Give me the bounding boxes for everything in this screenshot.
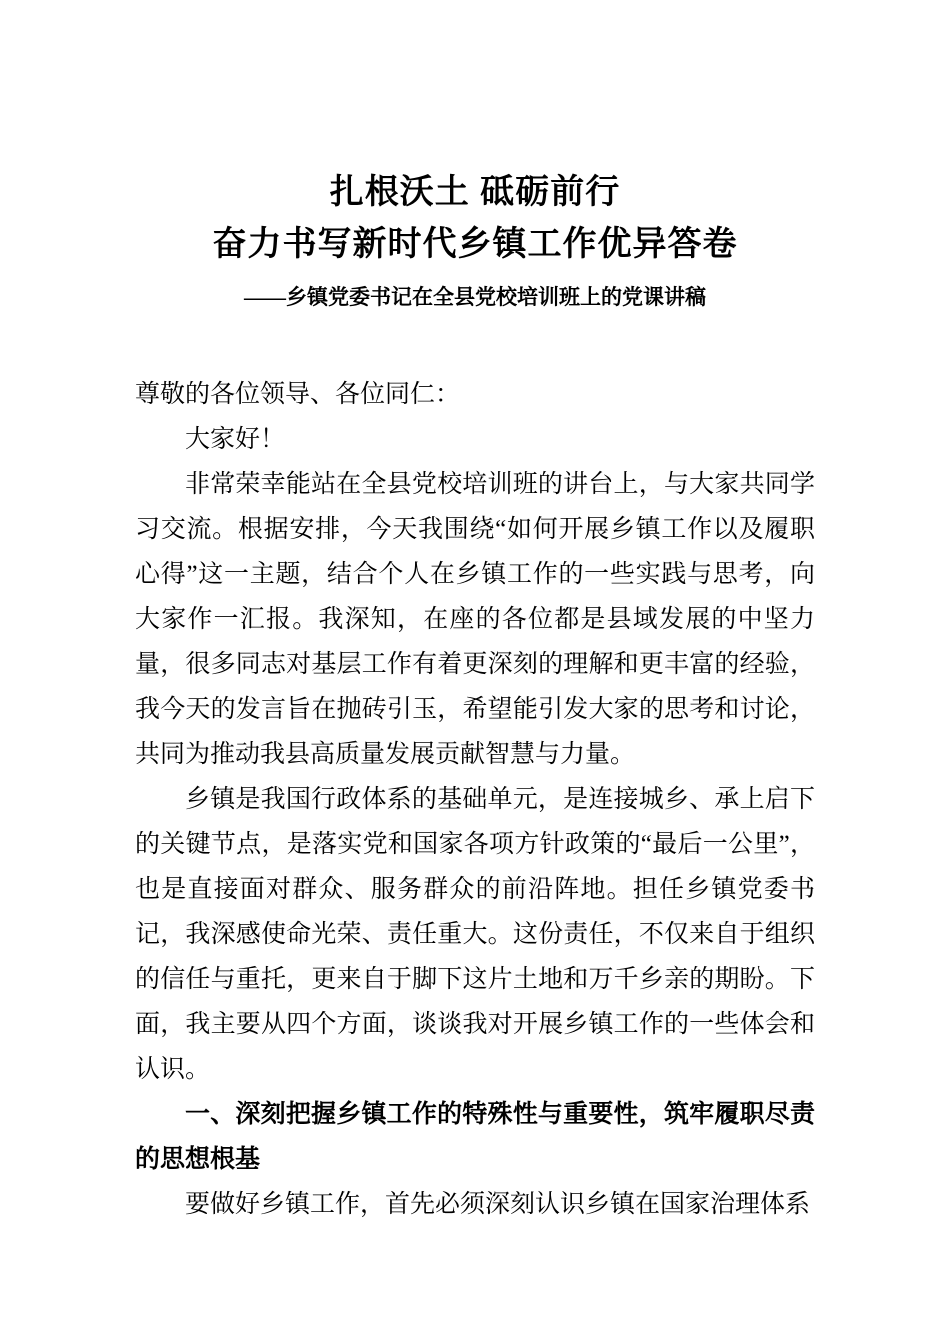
document-body <box>135 372 815 1227</box>
title-line-2: 奋力书写新时代乡镇工作优异答卷 <box>212 225 738 263</box>
paragraph-section1-opening: 要做好乡镇工作，首先必须深刻认识乡镇在国家治理体系 <box>185 1191 811 1218</box>
paragraph-township-role: 乡镇是我国行政体系的基础单元，是连接城乡、承上启下的关键节点，是落实党和国家各项方针政策的“最后一公里”，也是直接面对群众、服务群众的前沿阵地。担任乡镇党委书记，我深感使命光荣、责任重大。这份责任，不仅来自于组织的信任与重托，更来自于脚下这片土地和万千乡亲的期盼。下面，我主要从四个方面，谈谈我对开展乡镇工作的一些体会和认识。 <box>135 786 815 1083</box>
document-title <box>135 166 815 270</box>
paragraph-salutation: 尊敬的各位领导、各位同仁： <box>135 381 461 408</box>
paragraph-intro: 非常荣幸能站在全县党校培训班的讲台上，与大家共同学习交流。根据安排，今天我围绕“如何开展乡镇工作以及履职心得”这一主题，结合个人在乡镇工作的一些实践与思考，向大家作一汇报。我深知，在座的各位都是县域发展的中坚力量，很多同志对基层工作有着更深刻的理解和更丰富的经验，我今天的发言旨在抛砖引玉，希望能引发大家的思考和讨论，共同为推动我县高质量发展贡献智慧与力量。 <box>135 471 815 768</box>
document-subtitle: ——乡镇党委书记在全县党校培训班上的党课讲稿 <box>244 285 706 309</box>
title-line-1: 扎根沃土 砥砺前行 <box>329 173 621 211</box>
section-heading-1: 一、深刻把握乡镇工作的特殊性与重要性，筑牢履职尽责的思想根基 <box>135 1100 815 1173</box>
paragraph-greeting: 大家好！ <box>185 426 286 453</box>
